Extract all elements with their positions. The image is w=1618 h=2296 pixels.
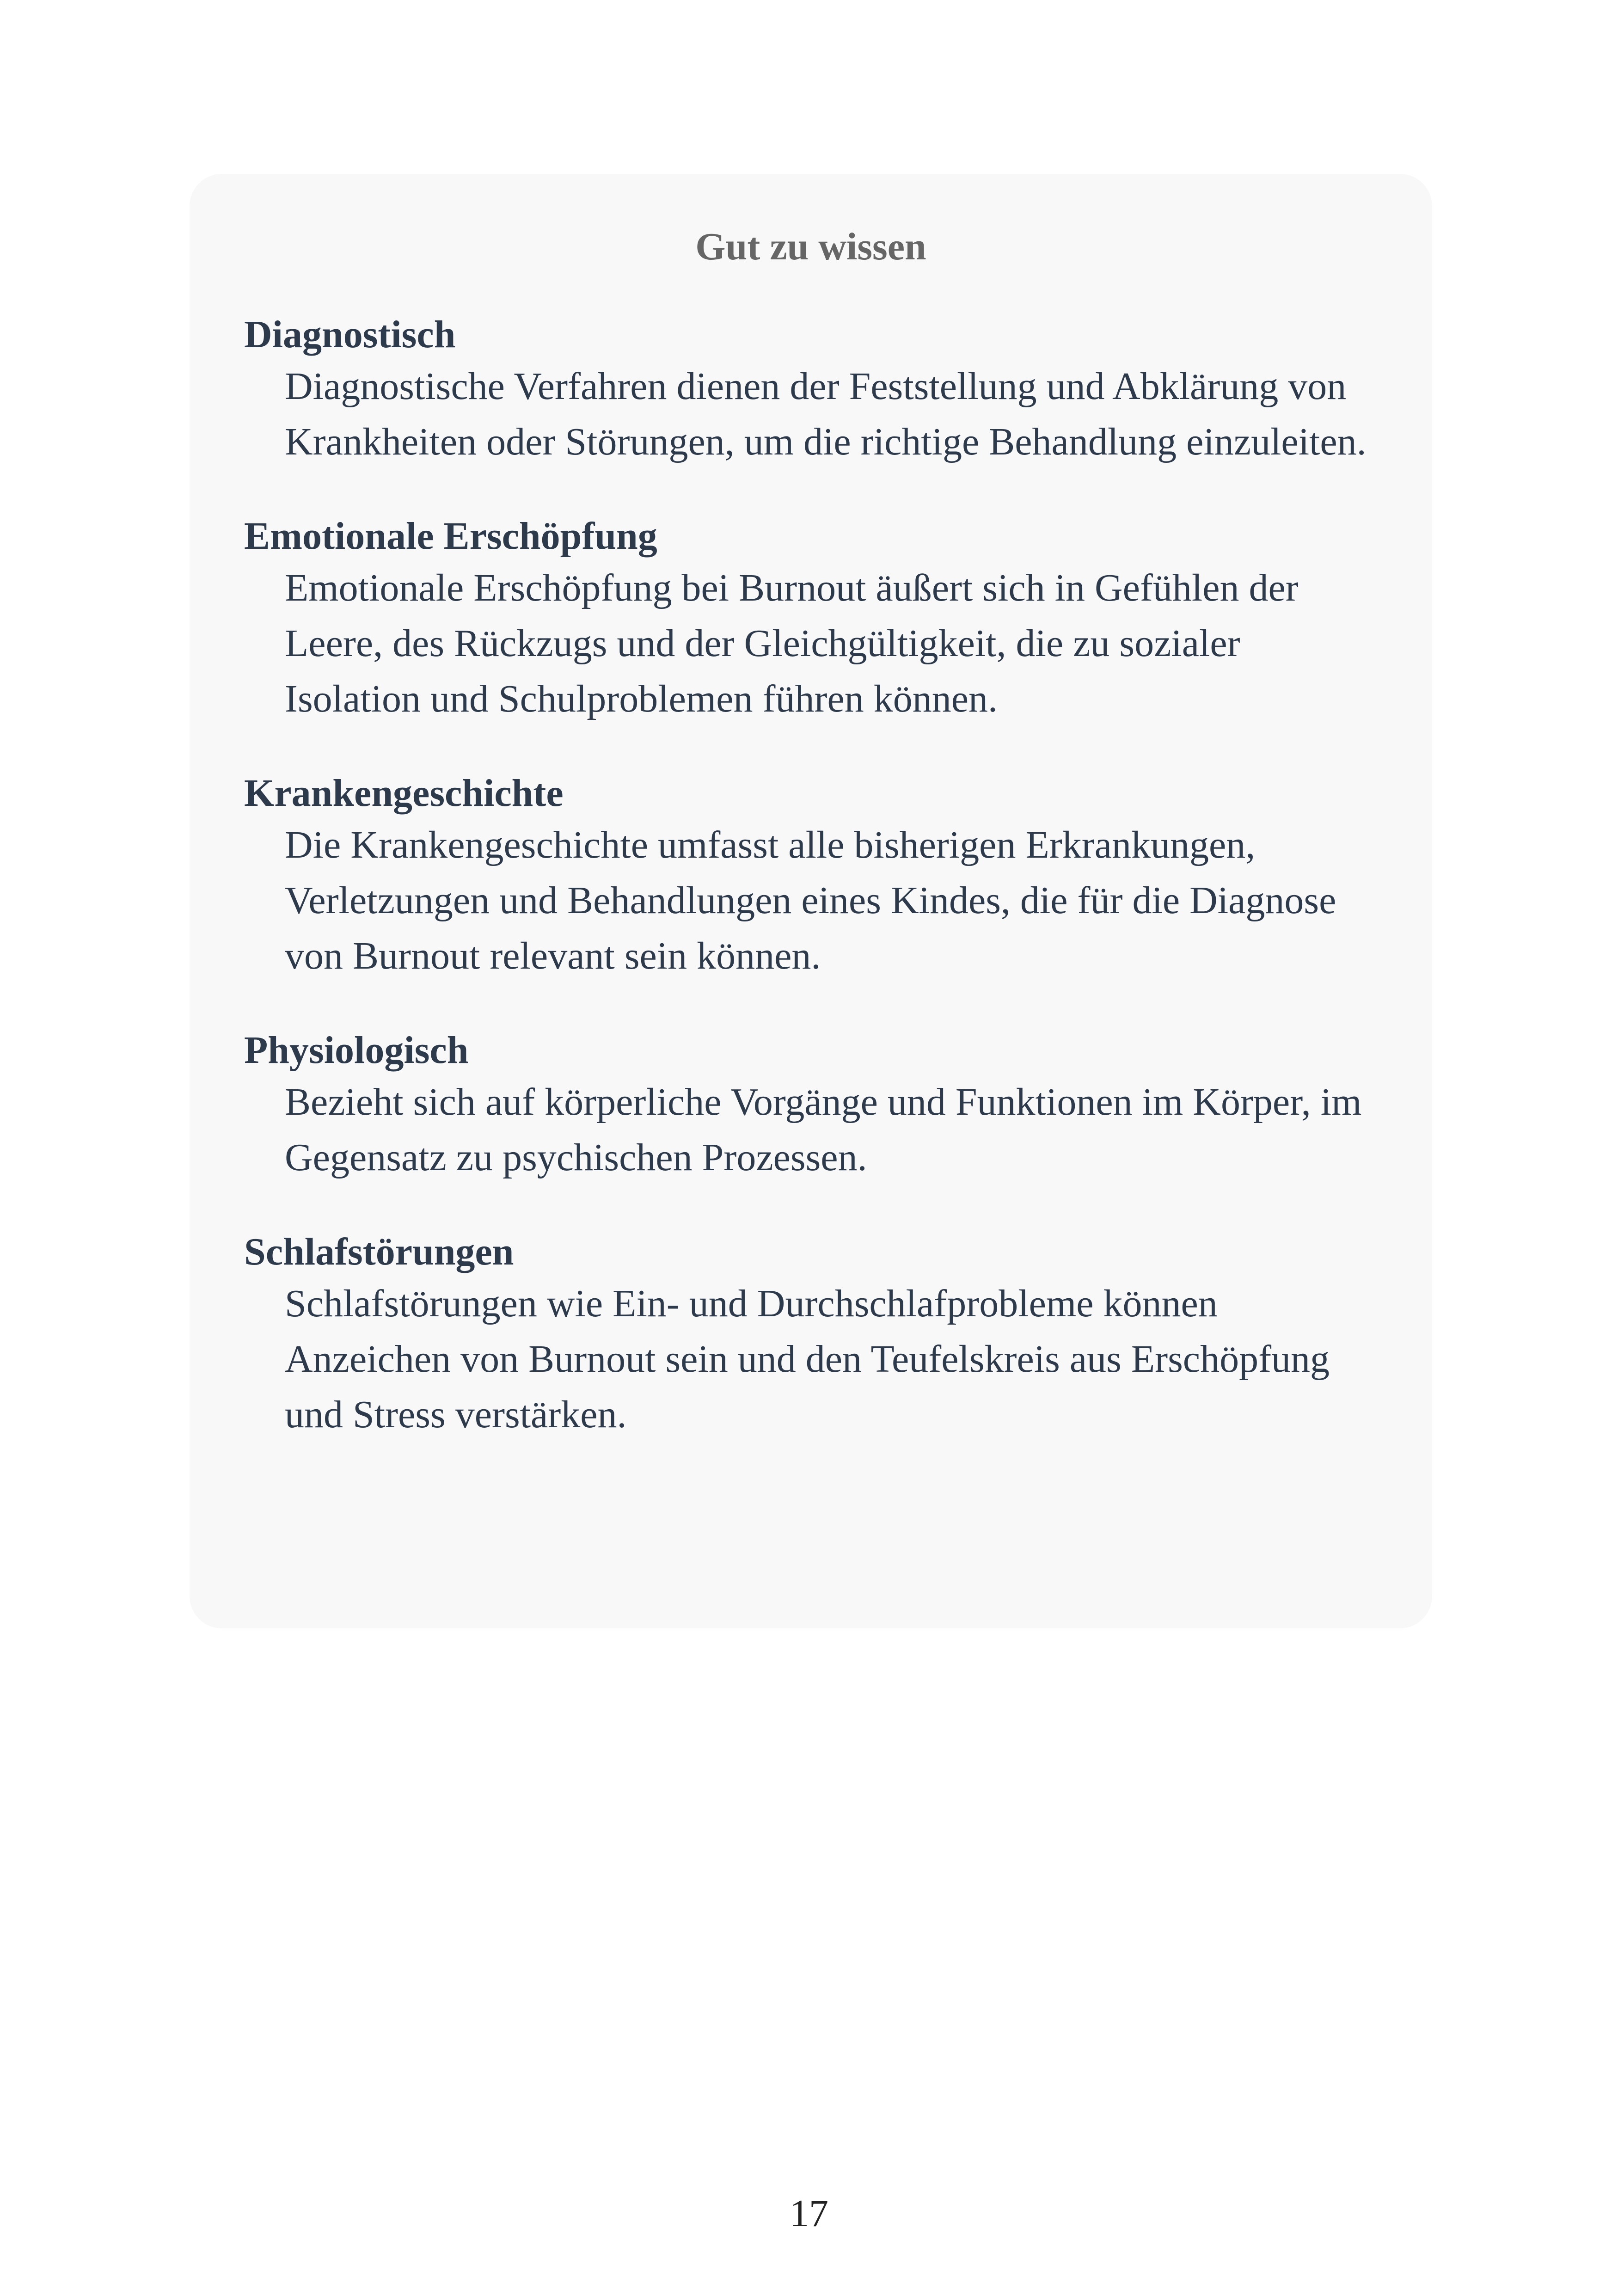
glossary-box <box>190 174 1432 1628</box>
glossary-term: Diagnostisch <box>244 313 456 356</box>
glossary-entry-schlafstoerungen <box>244 1229 1378 1443</box>
glossary-definition: Schlafstörungen wie Ein- und Durchschlafprobleme können Anzeichen von Burnout sein und den Teufelskreis aus Erschöpfung und Stress verstärken. <box>285 1282 1330 1436</box>
glossary-definition: Diagnostische Verfahren dienen der Feststellung und Abklärung von Krankheiten oder Störungen, um die richtige Behandlung einzuleiten. <box>285 365 1367 463</box>
glossary-term: Emotionale Erschöpfung <box>244 515 657 558</box>
glossary-entry-diagnostisch <box>244 312 1378 470</box>
glossary-term: Schlafstörungen <box>244 1230 514 1273</box>
glossary-entry-physiologisch <box>244 1027 1378 1185</box>
page-number: 17 <box>790 2192 828 2235</box>
glossary-definition: Die Krankengeschichte umfasst alle bisherigen Erkrankungen, Verletzungen und Behandlungen eines Kindes, die für die Diagnose von Burnout relevant sein können. <box>285 823 1336 977</box>
glossary-entry-emotionale-erschoepfung <box>244 513 1378 727</box>
glossary-entry-krankengeschichte <box>244 770 1378 984</box>
glossary-definition: Emotionale Erschöpfung bei Burnout äußert sich in Gefühlen der Leere, des Rückzugs und der Gleichgültigkeit, die zu sozialer Isolation und Schulproblemen führen können. <box>285 566 1299 720</box>
glossary-definition: Bezieht sich auf körperliche Vorgänge und Funktionen im Körper, im Gegensatz zu psychischen Prozessen. <box>285 1080 1362 1179</box>
glossary-title: Gut zu wissen <box>695 225 926 268</box>
glossary-term: Krankengeschichte <box>244 772 564 815</box>
glossary-term: Physiologisch <box>244 1029 469 1072</box>
